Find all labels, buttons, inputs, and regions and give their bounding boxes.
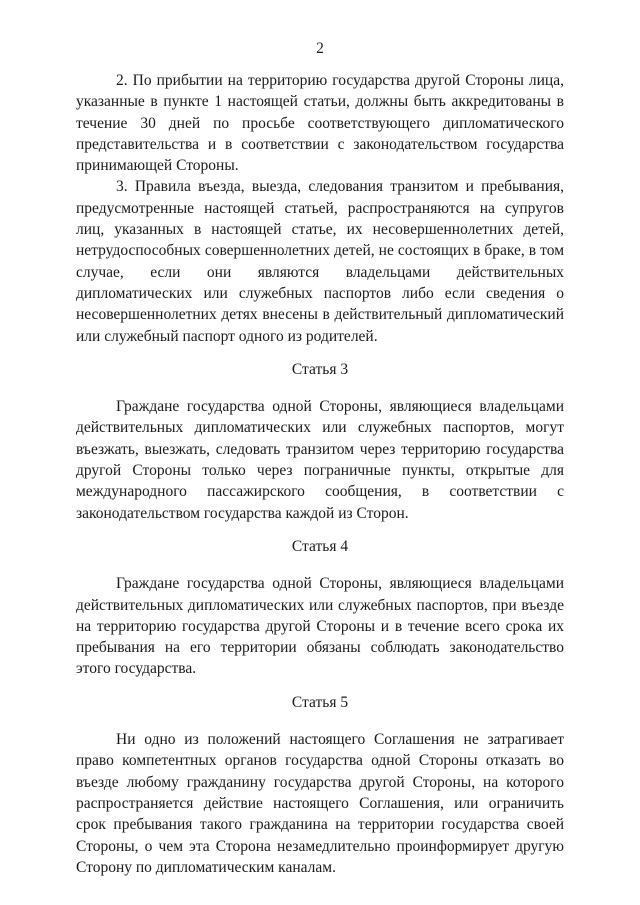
article-5-heading: Статья 5 — [291, 693, 349, 711]
paragraph-2: 2. По прибытии на территорию государства другой Стороны лица, указанные в пункте 1 настоящей статьи, должны быть аккредитованы в течение 30 дней по просьбе соответствующего дипломатического представительства и в соответствии с законодательством государства принимающей Стороны. — [76, 72, 564, 175]
article-3-text: Граждане государства одной Стороны, являющиеся владельцами действительных дипломатических или служебных паспортов, могут въезжать, выезжать, следовать транзитом через территорию государства другой Стороны только через пограничные пункты, открытые для международного пассажирского сообщения, в соответствии с законодательством государства каждой из Сторон. — [76, 398, 564, 522]
article-4-heading: Статья 4 — [291, 537, 349, 555]
article-4-text: Граждане государства одной Стороны, являющиеся владельцами действительных дипломатических или служебных паспортов, при въезде на территорию государства другой Стороны и в течение всего срока их пребывания на его территории обязаны соблюдать законодательство этого государства. — [76, 575, 564, 678]
article-3-heading: Статья 3 — [291, 360, 349, 378]
page-number: 2 — [316, 40, 324, 57]
paragraph-3: 3. Правила въезда, выезда, следования транзитом и пребывания, предусмотренные настоящей статьей, распространяются на супругов лиц, указанных в настоящей статье, их несовершеннолетних детей, нетрудоспособных совершеннолетних детей, не состоящих в браке, в том случае, если они являются владельцами действительных дипломатических или служебных паспортов либо если сведения о несовершеннолетних детях внесены в действительный дипломатический или служебный паспорт одного из родителей. — [76, 178, 564, 345]
document-body — [76, 70, 564, 878]
article-5-text: Ни одно из положений настоящего Соглашения не затрагивает право компетентных органов государства одной Стороны отказать во въезде любому гражданину государства другой Стороны, на которого распространяется действие настоящего Соглашения, или ограничить срок пребывания такого гражданина на территории государства своей Стороны, о чем эта Сторона незамедлительно проинформирует другую Сторону по дипломатическим каналам. — [76, 731, 564, 876]
